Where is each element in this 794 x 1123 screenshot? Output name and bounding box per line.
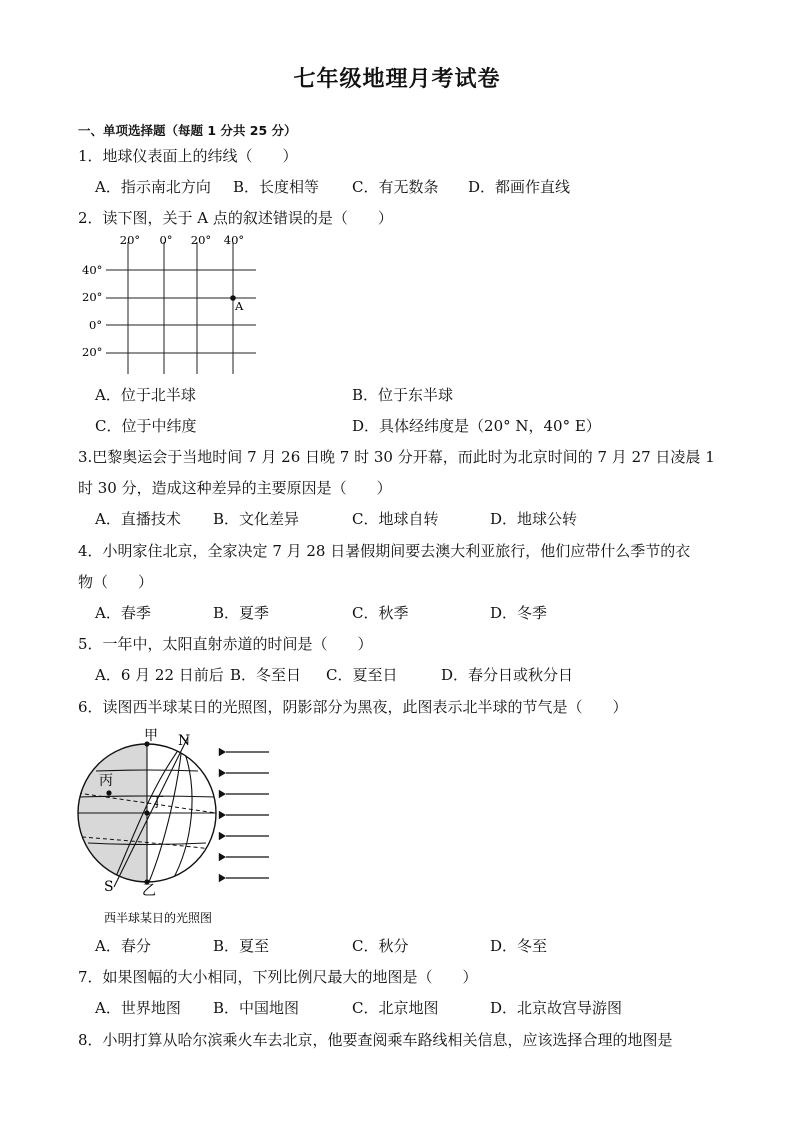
option-b[interactable]: B．长度相等 — [233, 178, 320, 196]
option-a[interactable]: A．6 月 22 日前后 — [95, 666, 224, 684]
lat-label-3: 0° — [89, 318, 103, 332]
option-a[interactable]: A．直播技术 — [95, 510, 181, 528]
option-c[interactable]: C．地球自转 — [352, 510, 439, 528]
option-a[interactable]: A．春分 — [95, 937, 151, 955]
lat-label-4: 20° — [82, 345, 103, 359]
label-ding: 丁 — [150, 795, 164, 811]
lat-label-1: 40° — [82, 263, 103, 277]
lat-label-2: 20° — [82, 290, 103, 304]
option-b[interactable]: B．文化差异 — [213, 510, 300, 528]
question-1-stem: 1．地球仪表面上的纬线（ ） — [78, 147, 298, 165]
option-b[interactable]: B．夏季 — [213, 604, 270, 622]
lon-label-2: 0° — [159, 233, 173, 247]
illumination-globe-figure — [74, 725, 284, 930]
option-a[interactable]: A．位于北半球 — [95, 386, 196, 404]
point-bing — [106, 790, 111, 795]
lat-lon-grid-figure — [78, 232, 268, 377]
option-a[interactable]: A．世界地图 — [95, 999, 181, 1017]
question-3-stem-line2: 时 30 分，造成这种差异的主要原因是（ ） — [78, 479, 392, 497]
point-ding — [144, 810, 149, 815]
option-c[interactable]: C．秋季 — [352, 604, 409, 622]
label-yi: 乙 — [142, 883, 156, 899]
option-c[interactable]: C．秋分 — [352, 937, 409, 955]
option-d[interactable]: D．地球公转 — [490, 510, 578, 528]
lon-label-3: 20° — [190, 233, 212, 247]
option-b[interactable]: B．冬至日 — [230, 666, 302, 684]
question-6-stem: 6．读图西半球某日的光照图，阴影部分为黑夜，此图表示北半球的节气是（ ） — [78, 698, 628, 716]
option-a[interactable]: A．春季 — [95, 604, 151, 622]
option-c[interactable]: C．夏至日 — [326, 666, 398, 684]
option-d[interactable]: D．都画作直线 — [468, 178, 571, 196]
point-a-label: A — [235, 299, 244, 313]
page-title: 七年级地理月考试卷 — [293, 66, 501, 92]
label-bing: 丙 — [99, 773, 113, 789]
question-8-stem: 8．小明打算从哈尔滨乘火车去北京，他要查阅乘车路线相关信息，应该选择合理的地图是 — [78, 1031, 673, 1049]
option-d[interactable]: D．春分日或秋分日 — [441, 666, 574, 684]
question-5-stem: 5．一年中，太阳直射赤道的时间是（ ） — [78, 635, 373, 653]
option-d[interactable]: D．北京故宫导游图 — [490, 999, 623, 1017]
option-c[interactable]: C．有无数条 — [352, 178, 439, 196]
lon-label-4: 40° — [223, 233, 245, 247]
option-b[interactable]: B．中国地图 — [213, 999, 300, 1017]
question-2-stem: 2．读下图，关于 A 点的叙述错误的是（ ） — [78, 209, 393, 227]
figure-caption: 西半球某日的光照图 — [104, 911, 213, 925]
question-4-stem-line2: 物（ ） — [78, 573, 154, 591]
option-b[interactable]: B．位于东半球 — [352, 386, 454, 404]
label-jia: 甲 — [144, 728, 158, 744]
section-heading: 一、单项选择题（每题 1 分共 25 分） — [78, 123, 297, 138]
label-n: N — [178, 733, 191, 749]
question-7-stem: 7．如果图幅的大小相同，下列比例尺最大的地图是（ ） — [78, 968, 478, 986]
option-b[interactable]: B．夏至 — [213, 937, 270, 955]
option-d[interactable]: D．冬季 — [490, 604, 548, 622]
question-4-stem-line1: 4．小明家住北京，全家决定 7 月 28 日暑假期间要去澳大利亚旅行，他们应带什么季节的衣 — [78, 542, 691, 560]
question-3-stem-line1: 3.巴黎奥运会于当地时间 7 月 26 日晚 7 时 30 分开幕，而此时为北京时间的 7 月 27 日凌晨 1 — [78, 448, 715, 466]
option-d[interactable]: D．冬至 — [490, 937, 548, 955]
option-c[interactable]: C．北京地图 — [352, 999, 439, 1017]
label-s: S — [104, 879, 114, 895]
option-a[interactable]: A．指示南北方向 — [95, 178, 211, 196]
lon-label-1: 20° — [119, 233, 141, 247]
option-d[interactable]: D．具体经纬度是（20° N，40° E） — [352, 417, 601, 435]
option-c[interactable]: C．位于中纬度 — [95, 417, 197, 435]
